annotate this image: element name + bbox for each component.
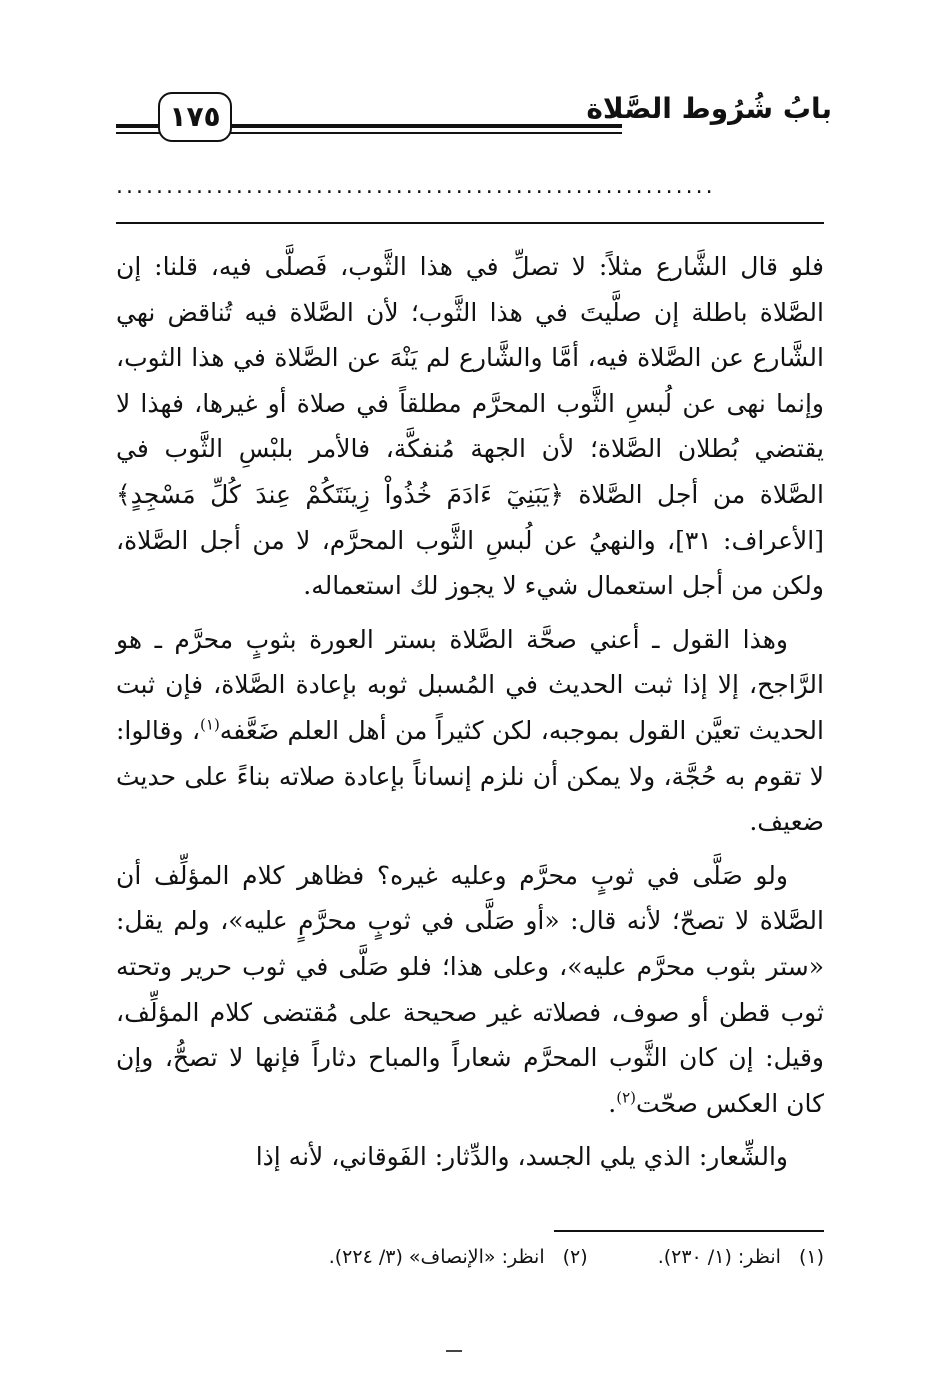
main-text (116, 244, 824, 1188)
footnote-text: انظر: «الإنصاف» (٣/ ٢٢٤). (328, 1246, 545, 1268)
paragraph-3-text-cont: . (608, 1088, 617, 1118)
footnote-divider (554, 1230, 824, 1232)
paragraph-3 (116, 853, 824, 1127)
chapter-title: بابُ شُرُوط الصَّلاة (586, 92, 832, 125)
footnote-number: (١) (798, 1246, 824, 1268)
header-rule-thin-left (116, 132, 160, 134)
header-rule-thick-left (116, 124, 160, 128)
footnote-2 (329, 1246, 588, 1268)
footnote-ref-2[interactable]: (٢) (616, 1088, 636, 1107)
paragraph-2 (116, 617, 824, 845)
header-rule-thin-right (230, 132, 622, 134)
footnote-number: (٢) (562, 1246, 588, 1268)
footnotes (116, 1246, 824, 1268)
paragraph-4: والشِّعار: الذي يلي الجسد، والدِّثار: الفَوقاني، لأنه إذا (255, 1142, 788, 1172)
top-divider (116, 222, 824, 224)
paragraph-2-text: وهذا القول ـ أعني صحَّة الصَّلاة بستر العورة بثوبٍ محرَّم ـ هو الرَّاجح، إلا إذا ثبت الحديث في المُسبل ثوبه بإعادة الصَّلاة، فإن ثبت الحديث تعيَّن القول بموجبه، لكن كثيراً من أهل العلم ضَعَّفه (116, 624, 824, 745)
dotted-separator: ............................................................ (116, 174, 716, 199)
header-rule-thick-right (230, 124, 622, 128)
page-bottom-mark (446, 1350, 462, 1352)
footnote-ref-1[interactable]: (١) (200, 715, 220, 734)
footnote-text: انظر: (١/ ٢٣٠). (657, 1246, 781, 1268)
page-number: ١٧٥ (158, 92, 232, 142)
footnote-1 (658, 1246, 824, 1268)
paragraph-1: فلو قال الشَّارع مثلاً: لا تصلِّ في هذا الثَّوب، فَصلَّى فيه، قلنا: إن الصَّلاة باطلة إن صلَّيتَ في هذا الثَّوب؛ لأن الصَّلاة فيه تُناقض نهي الشَّارع عن الصَّلاة فيه، أمَّا والشَّارع لم يَنْهَ عن الصَّلاة في هذا الثوب، وإنما نهى عن لُبسِ الثَّوب المحرَّم مطلقاً في صلاة أو غيرها، فهذا لا يقتضي بُطلان الصَّلاة؛ لأن الجهة مُنفكَّة، فالأمر بلبْسِ الثَّوب في الصَّلاة من أجل الصَّلاة ﴿يَبَنِيٓ ءَادَمَ خُذُواْ زِينَتَكُمْ عِندَ كُلِّ مَسْجِدٍ﴾ [الأعراف: ٣١]، والنهيُ عن لُبسِ الثَّوب المحرَّم، لا من أجل الصَّلاة، ولكن من أجل استعمال شيء لا يجوز لك استعماله. (116, 252, 824, 601)
paragraph-3-text: ولو صَلَّى في ثوبٍ محرَّم وعليه غيره؟ فظاهر كلام المؤلِّف أن الصَّلاة لا تصحّ؛ لأنه قال: «أو صَلَّى في ثوبٍ محرَّمٍ عليه»، ولم يقل: «ستر بثوب محرَّم عليه»، وعلى هذا؛ فلو صَلَّى في ثوب حرير وتحته ثوب قطن أو صوف، فصلاته غير صحيحة على مُقتضى كلام المؤلِّف، وقيل: إن كان الثَّوب المحرَّم شعاراً والمباح دثاراً فإنها لا تصحُّ، وإن كان العكس صحّت (116, 860, 824, 1118)
paragraph-2-text-cont: ، وقالوا: لا تقوم به حُجَّة، ولا يمكن أن نلزم إنساناً بإعادة صلاته بناءً على حديث ضعيف. (116, 715, 824, 837)
page-header (116, 88, 832, 148)
